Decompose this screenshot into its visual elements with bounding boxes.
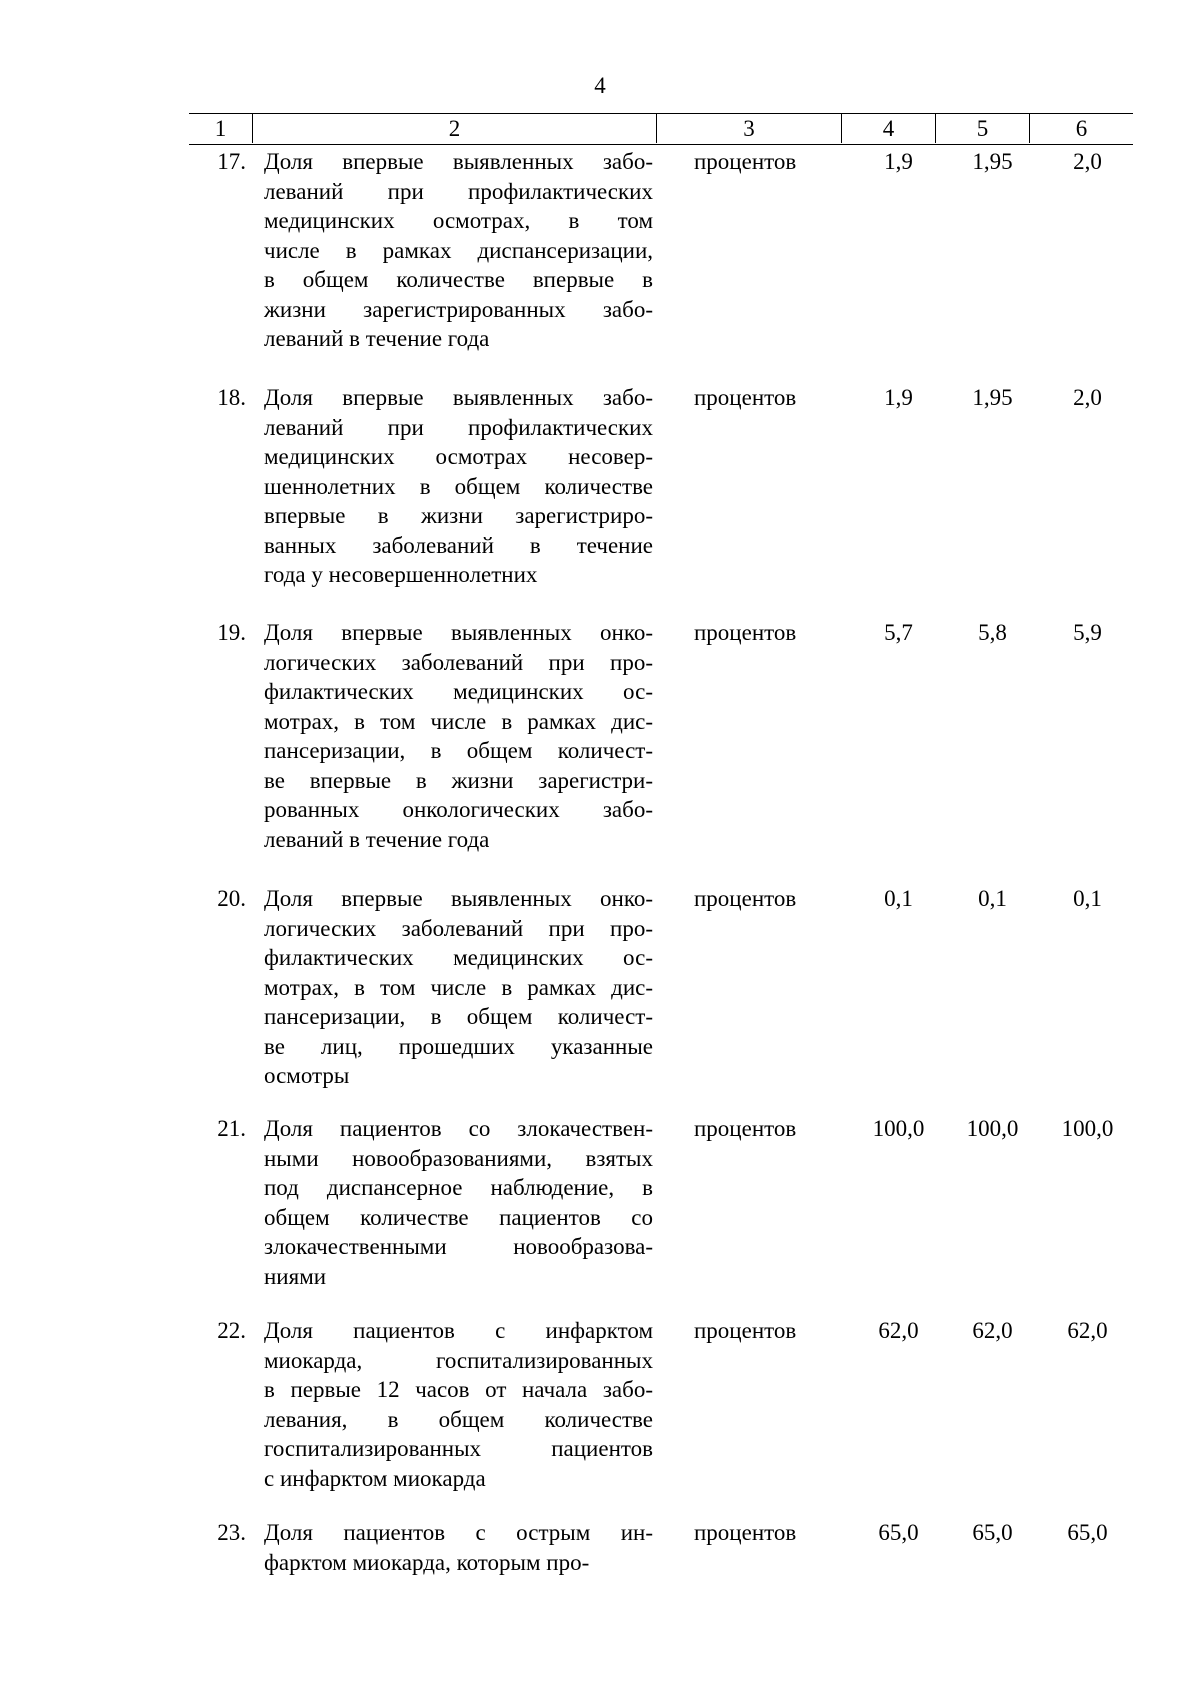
header-col-4: 4 bbox=[841, 114, 935, 143]
header-col-2: 2 bbox=[252, 114, 656, 143]
indicator-name-line: осмотры bbox=[264, 1063, 350, 1088]
indicator-name-line: ванных заболеваний в течение bbox=[264, 532, 653, 558]
indicator-name-line: пансеризации, в общем количест- bbox=[264, 1004, 653, 1029]
value-col-5: 1,95 bbox=[972, 149, 1013, 174]
unit-cell: процентов bbox=[694, 620, 797, 645]
unit-cell: процентов bbox=[694, 1318, 797, 1343]
indicator-name-line: ве лиц, прошедших указанные bbox=[264, 1033, 653, 1059]
indicator-name-line: фарктом миокарда, которым про- bbox=[264, 1549, 590, 1575]
value-col-5: 65,0 bbox=[972, 1520, 1013, 1545]
indicator-name bbox=[264, 884, 653, 1091]
indicator-name-line: жизни зарегистрированных забо- bbox=[264, 296, 653, 322]
indicator-name-line: филактических медицинских ос- bbox=[264, 945, 653, 970]
value-col-4: 100,0 bbox=[872, 1116, 925, 1141]
value-col-6: 65,0 bbox=[1067, 1520, 1108, 1545]
indicator-name-line: мотрах, в том числе в рамках дис- bbox=[264, 708, 653, 734]
unit-cell: процентов bbox=[694, 149, 797, 174]
value-col-4: 0,1 bbox=[884, 886, 913, 911]
row-number: 21. bbox=[217, 1116, 246, 1141]
value-col-5: 62,0 bbox=[972, 1318, 1013, 1343]
indicator-name-line: рованных онкологических забо- bbox=[264, 797, 653, 822]
value-col-4: 65,0 bbox=[878, 1520, 919, 1545]
value-col-4: 1,9 bbox=[884, 385, 913, 410]
indicator-name-line: логических заболеваний при про- bbox=[264, 915, 653, 941]
indicator-name-line: шеннолетних в общем количестве bbox=[264, 473, 653, 499]
indicator-name bbox=[264, 1518, 653, 1577]
indicator-name-line: впервые в жизни зарегистриро- bbox=[264, 503, 653, 528]
indicator-name-line: медицинских осмотрах несовер- bbox=[264, 444, 653, 469]
indicator-name-line: левания, в общем количестве bbox=[264, 1406, 653, 1432]
indicator-name-line: года у несовершеннолетних bbox=[264, 562, 538, 587]
value-col-5: 100,0 bbox=[966, 1116, 1019, 1141]
value-col-4: 62,0 bbox=[878, 1318, 919, 1343]
header-col-6: 6 bbox=[1029, 114, 1133, 143]
row-number: 23. bbox=[217, 1520, 246, 1545]
indicator-name-line: под диспансерное наблюдение, в bbox=[264, 1175, 653, 1200]
value-col-4: 1,9 bbox=[884, 149, 913, 174]
value-col-6: 62,0 bbox=[1067, 1318, 1108, 1343]
indicator-name bbox=[264, 147, 653, 354]
indicator-name-line: ниями bbox=[264, 1263, 327, 1289]
indicator-name-line: ве впервые в жизни зарегистри- bbox=[264, 767, 653, 793]
unit-cell: процентов bbox=[694, 1520, 797, 1545]
row-number: 17. bbox=[217, 149, 246, 174]
value-col-6: 2,0 bbox=[1073, 385, 1102, 410]
value-col-6: 0,1 bbox=[1073, 886, 1102, 911]
indicator-name-line: леваний в течение года bbox=[264, 826, 490, 852]
indicator-name-line: Доля пациентов со злокачествен- bbox=[264, 1116, 653, 1141]
indicator-name-line: числе в рамках диспансеризации, bbox=[264, 237, 653, 263]
indicator-name-line: леваний при профилактических bbox=[264, 414, 653, 440]
indicator-name-line: миокарда, госпитализированных bbox=[264, 1347, 653, 1373]
value-col-5: 1,95 bbox=[972, 385, 1013, 410]
page-number: 4 bbox=[594, 73, 606, 98]
indicator-name-line: злокачественными новообразова- bbox=[264, 1234, 653, 1259]
indicator-name-line: с инфарктом миокарда bbox=[264, 1465, 486, 1491]
indicator-name bbox=[264, 1114, 653, 1291]
indicator-name-line: Доля впервые выявленных забо- bbox=[264, 385, 653, 410]
value-col-5: 5,8 bbox=[978, 620, 1007, 645]
indicator-name-line: Доля впервые выявленных онко- bbox=[264, 620, 653, 645]
indicator-name-line: Доля пациентов с острым ин- bbox=[264, 1520, 653, 1545]
indicator-name-line: в первые 12 часов от начала забо- bbox=[264, 1377, 653, 1402]
indicator-name-line: общем количестве пациентов со bbox=[264, 1204, 653, 1230]
value-col-4: 5,7 bbox=[884, 620, 913, 645]
header-col-5: 5 bbox=[935, 114, 1029, 143]
value-col-6: 100,0 bbox=[1061, 1116, 1114, 1141]
row-number: 22. bbox=[217, 1318, 246, 1343]
indicator-name-line: ными новообразованиями, взятых bbox=[264, 1145, 653, 1171]
indicator-name-line: леваний в течение года bbox=[264, 326, 490, 351]
indicator-name bbox=[264, 383, 653, 590]
header-col-3: 3 bbox=[656, 114, 841, 143]
indicator-name-line: Доля впервые выявленных онко- bbox=[264, 886, 653, 911]
row-number: 18. bbox=[217, 385, 246, 410]
row-number: 19. bbox=[217, 620, 246, 645]
unit-cell: процентов bbox=[694, 385, 797, 410]
indicator-name-line: логических заболеваний при про- bbox=[264, 649, 653, 675]
unit-cell: процентов bbox=[694, 886, 797, 911]
value-col-6: 5,9 bbox=[1073, 620, 1102, 645]
indicator-name-line: госпитализированных пациентов bbox=[264, 1436, 653, 1461]
table-header bbox=[189, 113, 1133, 145]
header-col-1: 1 bbox=[214, 116, 227, 141]
row-number: 20. bbox=[217, 886, 246, 911]
indicator-name bbox=[264, 1316, 653, 1493]
indicator-name-line: Доля пациентов с инфарктом bbox=[264, 1318, 653, 1343]
indicator-name-line: Доля впервые выявленных забо- bbox=[264, 149, 653, 174]
value-col-6: 2,0 bbox=[1073, 149, 1102, 174]
unit-cell: процентов bbox=[694, 1116, 797, 1141]
indicator-name-line: леваний при профилактических bbox=[264, 178, 653, 204]
indicator-name-line: мотрах, в том числе в рамках дис- bbox=[264, 974, 653, 1000]
indicator-name-line: филактических медицинских ос- bbox=[264, 679, 653, 704]
indicator-name bbox=[264, 618, 653, 854]
indicator-name-line: в общем количестве впервые в bbox=[264, 267, 653, 292]
indicator-name-line: медицинских осмотрах, в том bbox=[264, 208, 653, 233]
indicator-name-line: пансеризации, в общем количест- bbox=[264, 738, 653, 763]
value-col-5: 0,1 bbox=[978, 886, 1007, 911]
